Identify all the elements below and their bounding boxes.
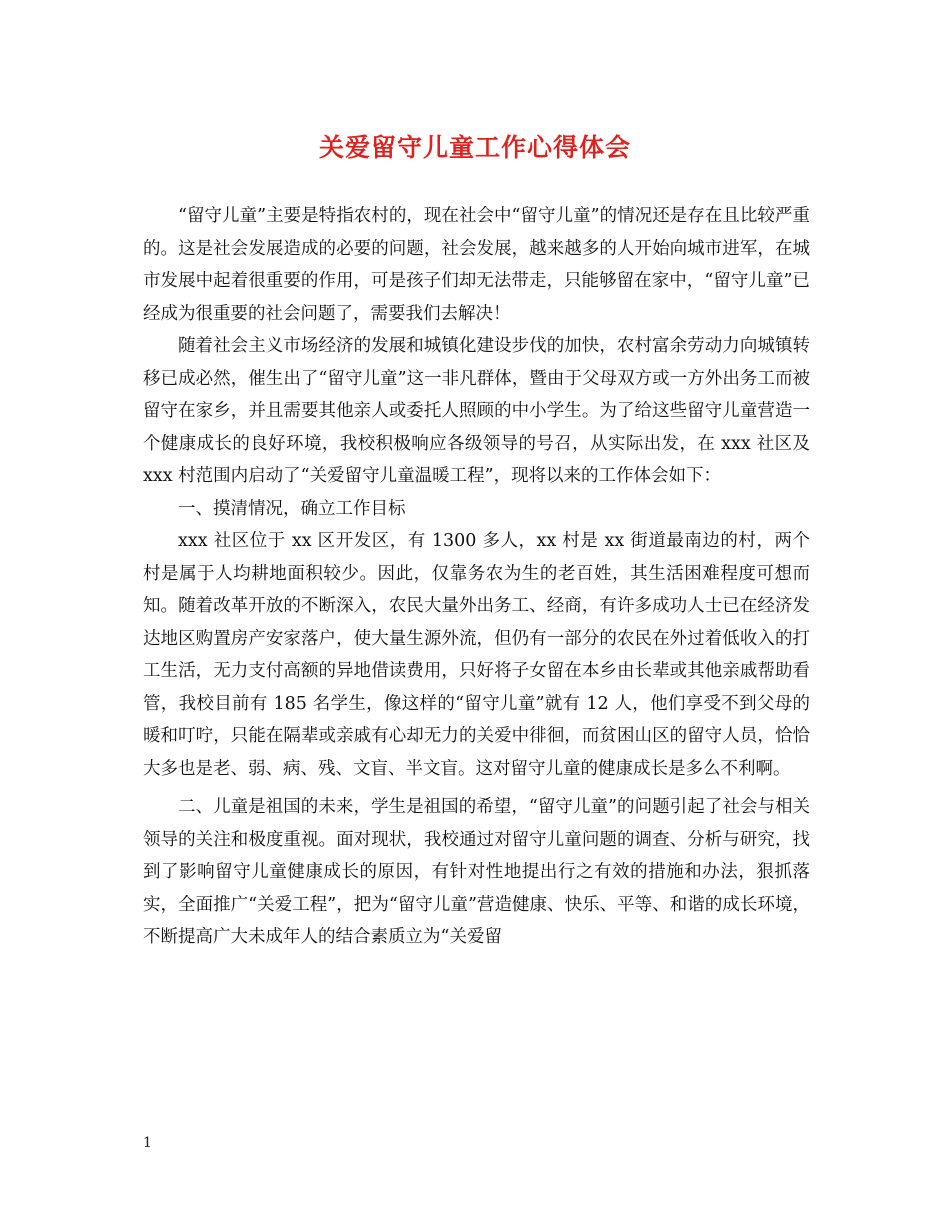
paragraph-section-2: 二、儿童是祖国的未来，学生是祖国的希望，“留守儿童”的问题引起了社会与相关领导的关注和极度重视。面对现状，我校通过对留守儿童问题的调查、分析与研究，找到了影响留守儿童健康成长的原因，有针对性地提出行之有效的措施和办法，狠抓落实，全面推广“关爱工程”，把为“留守儿童”营造健康、快乐、平等、和谐的成长环境，不断提高广大未成年人的结合素质立为“关爱留: [143, 797, 810, 947]
page-number: 1: [143, 1135, 152, 1151]
document-body: [143, 200, 810, 954]
paragraph-background: 随着社会主义市场经济的发展和城镇化建设步伐的加快，农村富余劳动力向城镇转移已成必然，催生出了“留守儿童”这一非凡群体，暨由于父母双方或一方外出务工而被留守在家乡，并且需要其他亲人或委托人照顾的中小学生。为了给这些留守儿童营造一个健康成长的良好环境，我校积极响应各级领导的号召，从实际出发，在 xxx 社区及 xxx 村范围内启动了“关爱留守儿童温暖工程”，现将以来的工作体会如下：: [143, 336, 810, 486]
paragraph-intro: “留守儿童”主要是特指农村的，现在社会中“留守儿童”的情况还是存在且比较严重的。这是社会发展造成的必要的问题，社会发展，越来越多的人开始向城市进军，在城市发展中起着很重要的作用，可是孩子们却无法带走，只能够留在家中，“留守儿童”已经成为很重要的社会问题了，需要我们去解决！: [143, 206, 810, 324]
document-title: 关爱留守儿童工作心得体会: [318, 133, 631, 162]
section-heading-1: 一、摸清情况，确立工作目标: [178, 498, 406, 519]
paragraph-situation: xxx 社区位于 xx 区开发区，有 1300 多人，xx 村是 xx 街道最南边的村，两个村是属于人均耕地面积较少。因此，仅靠务农为生的老百姓，其生活困难程度可想而知。随着改革开放的不断深入，农民大量外出务工、经商，有许多成功人士已在经济发达地区购置房产安家落户，使大量生源外流，但仍有一部分的农民在外过着低收入的打工生活，无力支付高额的异地借读费用，只好将子女留在本乡由长辈或其他亲戚帮助看管，我校目前有 185 名学生，像这样的“留守儿童”就有 12 人，他们享受不到父母的暖和叮咛，只能在隔辈或亲戚有心却无力的关爱中徘徊，而贫困山区的留守人员，恰恰大多也是老、弱、病、残、文盲、半文盲。这对留守儿童的健康成长是多么不利啊。: [143, 531, 810, 779]
